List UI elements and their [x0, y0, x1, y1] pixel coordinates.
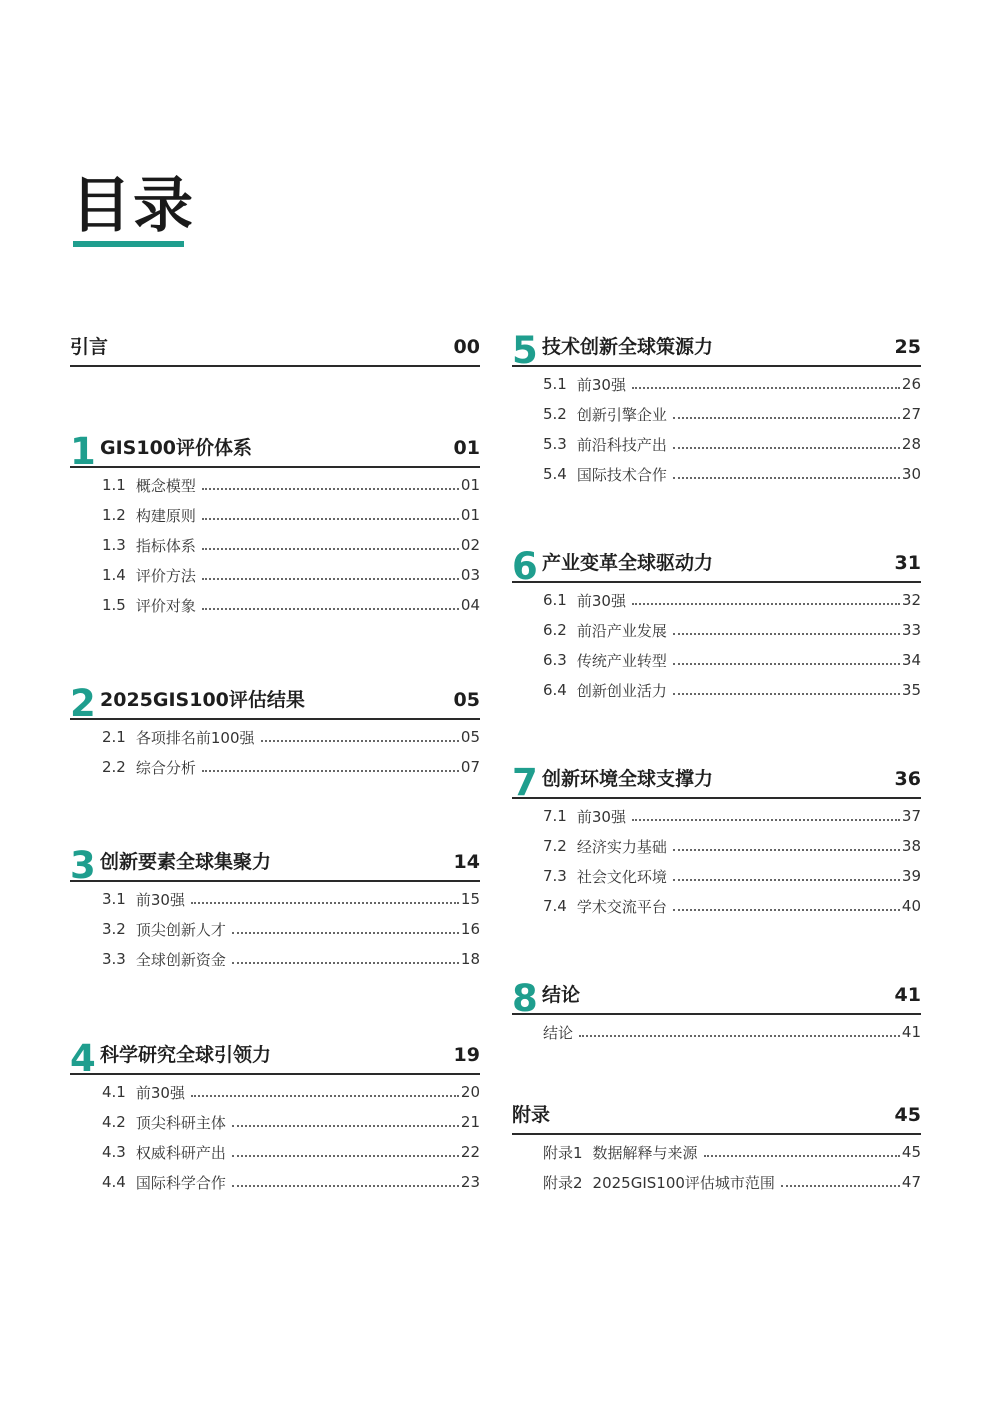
item-label: 各项排名前100强	[135, 728, 255, 747]
item-page-number: 16	[460, 920, 480, 938]
toc-section	[70, 430, 480, 620]
item-label: 前30强	[576, 807, 626, 826]
item-label: 结论	[543, 1023, 574, 1042]
toc-item[interactable]	[512, 1017, 921, 1047]
toc-item[interactable]	[512, 429, 921, 459]
toc-item[interactable]	[512, 399, 921, 429]
section-page-number: 41	[894, 984, 921, 1006]
toc-section	[70, 682, 480, 782]
item-page-number: 15	[460, 890, 480, 908]
dot-leader	[673, 661, 900, 665]
section-title: 结论	[542, 984, 581, 1006]
item-label: 国际技术合作	[576, 465, 667, 484]
item-page-number: 27	[901, 405, 921, 423]
item-number: 6.1	[543, 591, 567, 609]
dot-leader	[632, 385, 900, 389]
dot-leader	[704, 1153, 900, 1157]
toc-item[interactable]	[70, 1077, 480, 1107]
section-title: GIS100评价体系	[100, 437, 253, 459]
item-number: 1.3	[102, 536, 126, 554]
item-page-number: 39	[901, 867, 921, 885]
item-label: 社会文化环境	[576, 867, 667, 886]
item-label: 综合分析	[135, 758, 196, 777]
item-number: 6.4	[543, 681, 567, 699]
toc-section-heading[interactable]	[70, 430, 480, 473]
item-number: 3.3	[102, 950, 126, 968]
item-number: 6.3	[543, 651, 567, 669]
toc-item[interactable]	[70, 1137, 480, 1167]
item-label: 数据解释与来源	[592, 1143, 698, 1162]
section-title: 创新环境全球支撑力	[542, 768, 714, 790]
toc-section-heading[interactable]	[70, 1037, 480, 1080]
toc-item[interactable]	[70, 560, 480, 590]
item-label: 前30强	[576, 375, 626, 394]
item-label: 指标体系	[135, 536, 196, 555]
dot-leader	[202, 546, 459, 550]
dot-leader	[232, 1153, 459, 1157]
item-label: 2025GIS100评估城市范围	[592, 1173, 775, 1192]
toc-section	[512, 545, 921, 705]
section-title: 技术创新全球策源力	[542, 336, 714, 358]
toc-item[interactable]	[512, 801, 921, 831]
dot-leader	[781, 1183, 900, 1187]
section-number: 3	[70, 844, 96, 887]
item-number: 1.2	[102, 506, 126, 524]
toc-section	[70, 333, 480, 369]
toc-item[interactable]	[512, 459, 921, 489]
section-page-number: 25	[894, 336, 921, 358]
toc-section	[70, 844, 480, 974]
toc-item[interactable]	[512, 861, 921, 891]
item-page-number: 23	[460, 1173, 480, 1191]
item-number: 4.3	[102, 1143, 126, 1161]
item-page-number: 47	[901, 1173, 921, 1191]
item-label: 传统产业转型	[576, 651, 667, 670]
item-page-number: 41	[901, 1023, 921, 1041]
item-page-number: 45	[901, 1143, 921, 1161]
toc-item-list	[512, 1137, 921, 1197]
item-label: 评价对象	[135, 596, 196, 615]
item-number: 7.1	[543, 807, 567, 825]
dot-leader	[232, 1123, 459, 1127]
section-page-number: 01	[453, 437, 480, 459]
item-number: 附录1	[543, 1143, 583, 1162]
section-number: 6	[512, 545, 538, 588]
item-page-number: 20	[460, 1083, 480, 1101]
toc-section	[512, 977, 921, 1047]
item-page-number: 05	[460, 728, 480, 746]
item-page-number: 37	[901, 807, 921, 825]
toc-item[interactable]	[70, 944, 480, 974]
toc-section-heading[interactable]	[512, 977, 921, 1020]
item-page-number: 26	[901, 375, 921, 393]
item-label: 概念模型	[135, 476, 196, 495]
section-page-number: 05	[453, 689, 480, 711]
dot-leader	[673, 691, 900, 695]
toc-item[interactable]	[70, 590, 480, 620]
toc-item[interactable]	[512, 831, 921, 861]
section-number: 4	[70, 1037, 96, 1080]
section-number: 7	[512, 761, 538, 804]
dot-leader	[202, 606, 459, 610]
dot-leader	[673, 445, 900, 449]
toc-item[interactable]	[70, 1107, 480, 1137]
toc-section-heading[interactable]	[512, 329, 921, 372]
item-page-number: 35	[901, 681, 921, 699]
item-page-number: 30	[901, 465, 921, 483]
item-number: 5.3	[543, 435, 567, 453]
item-number: 4.1	[102, 1083, 126, 1101]
toc-item[interactable]	[512, 615, 921, 645]
item-page-number: 38	[901, 837, 921, 855]
item-page-number: 32	[901, 591, 921, 609]
item-label: 创新创业活力	[576, 681, 667, 700]
item-label: 前30强	[135, 1083, 185, 1102]
dot-leader	[673, 907, 900, 911]
section-page-number: 45	[894, 1104, 921, 1126]
item-page-number: 07	[460, 758, 480, 776]
toc-item[interactable]	[512, 1167, 921, 1197]
item-label: 国际科学合作	[135, 1173, 226, 1192]
item-label: 构建原则	[135, 506, 196, 525]
item-label: 前沿产业发展	[576, 621, 667, 640]
toc-section	[512, 1101, 921, 1197]
item-label: 权威科研产出	[135, 1143, 226, 1162]
section-page-number: 19	[453, 1044, 480, 1066]
dot-leader	[232, 960, 459, 964]
item-label: 顶尖科研主体	[135, 1113, 226, 1132]
dot-leader	[202, 486, 459, 490]
item-page-number: 33	[901, 621, 921, 639]
dot-leader	[202, 768, 459, 772]
item-number: 7.3	[543, 867, 567, 885]
item-label: 学术交流平台	[576, 897, 667, 916]
toc-item-list	[70, 722, 480, 782]
item-number: 2.2	[102, 758, 126, 776]
toc-item-list	[70, 1077, 480, 1197]
toc-section	[70, 1037, 480, 1197]
item-number: 7.2	[543, 837, 567, 855]
section-title: 科学研究全球引领力	[100, 1044, 272, 1066]
item-page-number: 01	[460, 506, 480, 524]
toc-item[interactable]	[512, 1137, 921, 1167]
toc-item[interactable]	[512, 675, 921, 705]
toc-item[interactable]	[70, 914, 480, 944]
dot-leader	[191, 900, 459, 904]
item-number: 1.5	[102, 596, 126, 614]
toc-section-heading[interactable]	[70, 682, 480, 725]
dot-leader	[673, 847, 900, 851]
section-number: 2	[70, 682, 96, 725]
item-label: 经济实力基础	[576, 837, 667, 856]
section-title: 产业变革全球驱动力	[542, 552, 714, 574]
item-page-number: 02	[460, 536, 480, 554]
section-page-number: 00	[453, 336, 480, 358]
section-page-number: 31	[894, 552, 921, 574]
dot-leader	[632, 601, 900, 605]
toc-item[interactable]	[70, 722, 480, 752]
item-number: 附录2	[543, 1173, 583, 1192]
item-label: 前30强	[135, 890, 185, 909]
item-number: 1.1	[102, 476, 126, 494]
toc-item-list	[512, 801, 921, 921]
item-label: 创新引擎企业	[576, 405, 667, 424]
section-number: 8	[512, 977, 538, 1020]
section-page-number: 36	[894, 768, 921, 790]
item-number: 4.4	[102, 1173, 126, 1191]
title-underline	[73, 241, 184, 247]
item-label: 全球创新资金	[135, 950, 226, 969]
page-title: 目录	[71, 171, 195, 241]
toc-item[interactable]	[512, 891, 921, 921]
dot-leader	[202, 516, 459, 520]
toc-item-list	[70, 884, 480, 974]
toc-item[interactable]	[512, 369, 921, 399]
item-label: 前沿科技产出	[576, 435, 667, 454]
toc-item-list	[512, 369, 921, 489]
item-page-number: 40	[901, 897, 921, 915]
item-number: 7.4	[543, 897, 567, 915]
toc-item[interactable]	[70, 884, 480, 914]
section-page-number: 14	[453, 851, 480, 873]
item-label: 评价方法	[135, 566, 196, 585]
toc-item[interactable]	[70, 470, 480, 500]
item-number: 5.4	[543, 465, 567, 483]
toc-section-heading[interactable]	[512, 1101, 921, 1135]
item-label: 顶尖创新人才	[135, 920, 226, 939]
toc-item[interactable]	[70, 752, 480, 782]
toc-section-heading[interactable]	[70, 844, 480, 887]
dot-leader	[673, 877, 900, 881]
toc-item[interactable]	[512, 585, 921, 615]
toc-section-heading[interactable]	[70, 333, 480, 367]
dot-leader	[232, 1183, 459, 1187]
item-page-number: 03	[460, 566, 480, 584]
toc-section	[512, 761, 921, 921]
item-number: 5.1	[543, 375, 567, 393]
item-number: 3.2	[102, 920, 126, 938]
item-number: 6.2	[543, 621, 567, 639]
dot-leader	[232, 930, 459, 934]
dot-leader	[673, 475, 900, 479]
toc-section-heading[interactable]	[512, 761, 921, 804]
dot-leader	[673, 415, 900, 419]
item-number: 4.2	[102, 1113, 126, 1131]
item-page-number: 18	[460, 950, 480, 968]
section-title: 附录	[512, 1104, 551, 1126]
toc-item-list	[70, 470, 480, 620]
dot-leader	[632, 817, 900, 821]
item-page-number: 04	[460, 596, 480, 614]
toc-item-list	[512, 1017, 921, 1047]
item-page-number: 21	[460, 1113, 480, 1131]
section-number: 5	[512, 329, 538, 372]
dot-leader	[579, 1033, 900, 1037]
toc-item[interactable]	[70, 530, 480, 560]
item-page-number: 28	[901, 435, 921, 453]
item-number: 5.2	[543, 405, 567, 423]
toc-item[interactable]	[70, 500, 480, 530]
item-page-number: 22	[460, 1143, 480, 1161]
section-title: 2025GIS100评估结果	[100, 689, 305, 711]
toc-section-heading[interactable]	[512, 545, 921, 588]
section-number: 1	[70, 430, 96, 473]
toc-item[interactable]	[512, 645, 921, 675]
item-number: 1.4	[102, 566, 126, 584]
item-number: 2.1	[102, 728, 126, 746]
item-number: 3.1	[102, 890, 126, 908]
toc-item-list	[512, 585, 921, 705]
section-title: 创新要素全球集聚力	[100, 851, 272, 873]
dot-leader	[673, 631, 900, 635]
item-page-number: 34	[901, 651, 921, 669]
dot-leader	[261, 738, 459, 742]
section-title: 引言	[70, 336, 109, 358]
item-label: 前30强	[576, 591, 626, 610]
item-page-number: 01	[460, 476, 480, 494]
toc-section	[512, 329, 921, 489]
dot-leader	[191, 1093, 459, 1097]
toc-item[interactable]	[70, 1167, 480, 1197]
dot-leader	[202, 576, 459, 580]
